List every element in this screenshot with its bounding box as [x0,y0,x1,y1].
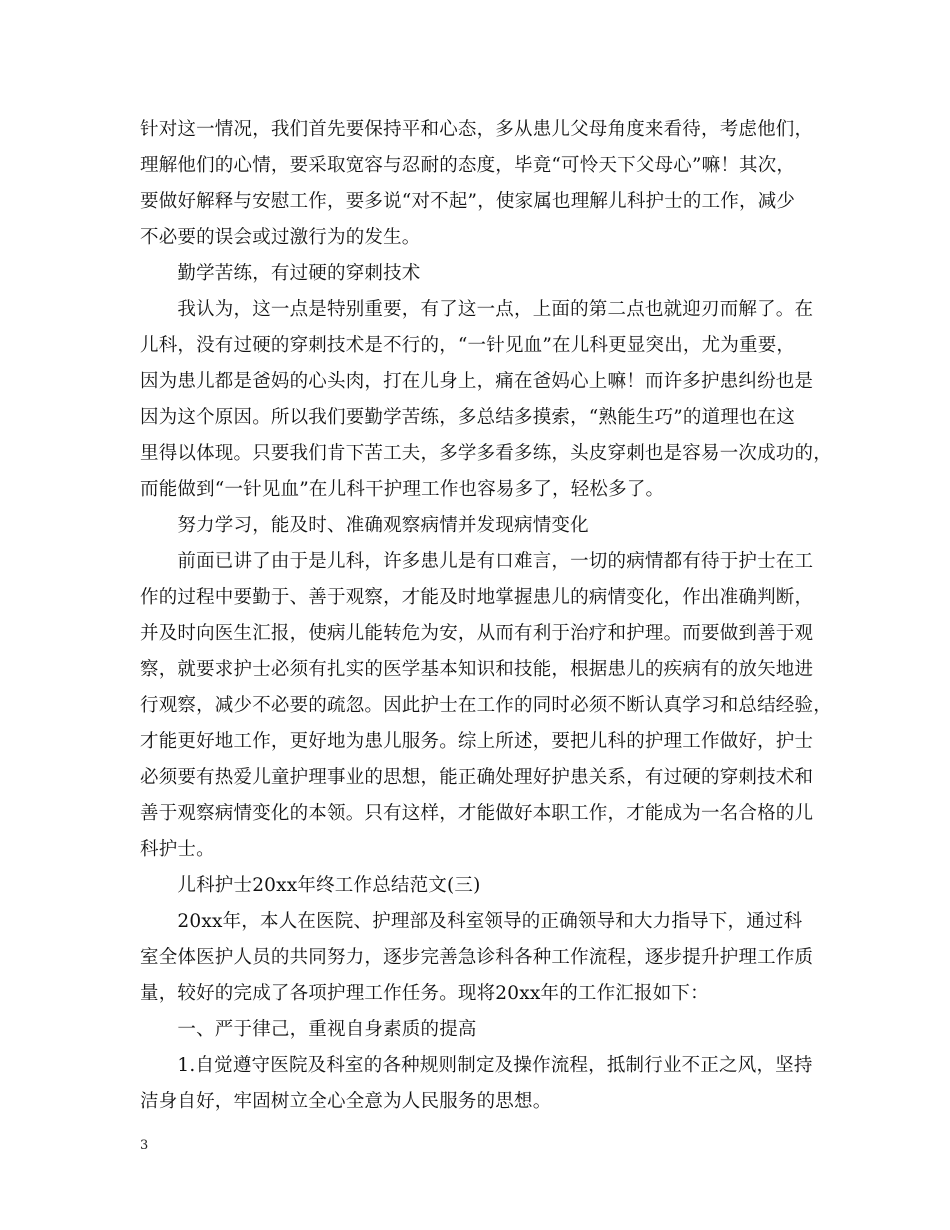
text-line: 室全体医护人员的共同努力，逐步完善急诊科各种工作流程，逐步提升护理工作质 [140,947,814,968]
text-line: 洁身自好，牢固树立全心全意为人民服务的思想。 [140,1091,552,1112]
text-line: 因为患儿都是爸妈的心头肉，打在儿身上，痛在爸妈心上嘛！而许多护患纠纷也是 [140,371,814,392]
text-line: 作的过程中要勤于、善于观察，才能及时地掌握患儿的病情变化，作出准确判断， [140,587,814,608]
text-line: 而能做到“一针见血”在儿科干护理工作也容易多了，轻松多了。 [140,479,665,500]
text-line: 善于观察病情变化的本领。只有这样，才能做好本职工作，才能成为一名合格的儿 [140,803,814,824]
text-line: 量，较好的完成了各项护理工作任务。现将20xx年的工作汇报如下： [140,983,709,1004]
text-line: 1.自觉遵守医院及科室的各种规则制定及操作流程，抵制行业不正之风，坚持 [140,1055,813,1076]
page-number: 3 [140,1138,149,1153]
text-line: 并及时向医生汇报，使病儿能转危为安，从而有利于治疗和护理。而要做到善于观 [140,623,814,644]
text-line: 因为这个原因。所以我们要勤学苦练，多总结多摸索，“熟能生巧”的道理也在这 [140,407,796,428]
text-line: 前面已讲了由于是儿科，许多患儿是有口难言，一切的病情都有待于护士在工 [140,551,814,572]
text-line: 必须要有热爱儿童护理事业的思想，能正确处理好护患关系，有过硬的穿刺技术和 [140,767,814,788]
text-line: 行观察，减少不必要的疏忽。因此护士在工作的同时必须不断认真学习和总结经验， [140,695,832,716]
text-line: 才能更好地工作，更好地为患儿服务。综上所述，要把儿科的护理工作做好，护士 [140,731,814,752]
text-line: 不必要的误会或过激行为的发生。 [140,227,421,248]
text-line: 儿科，没有过硬的穿刺技术是不行的，“一针见血”在儿科更显突出，尤为重要， [140,335,796,356]
text-line: 察，就要求护士必须有扎实的医学基本知识和技能，根据患儿的疾病有的放矢地进 [140,659,814,680]
text-line: 针对这一情况，我们首先要保持平和心态，多从患儿父母角度来看待，考虑他们， [140,119,814,140]
section-heading: 一、严于律己，重视自身素质的提高 [140,1019,477,1040]
text-line: 20xx年，本人在医院、护理部及科室领导的正确领导和大力指导下，通过科 [140,911,803,932]
text-line: 里得以体现。只要我们肯下苦工夫，多学多看多练，头皮穿刺也是容易一次成功的， [140,443,832,464]
text-line: 要做好解释与安慰工作，要多说“对不起”，使家属也理解儿科护士的工作，减少 [140,191,796,212]
text-line: 科护士。 [140,839,215,860]
section-title: 儿科护士20xx年终工作总结范文(三) [140,875,481,896]
section-heading: 勤学苦练，有过硬的穿刺技术 [140,263,421,284]
section-heading: 努力学习，能及时、准确观察病情并发现病情变化 [140,515,589,536]
text-line: 我认为，这一点是特别重要，有了这一点，上面的第二点也就迎刃而解了。在 [140,299,814,320]
text-line: 理解他们的心情，要采取宽容与忍耐的态度，毕竟“可怜天下父母心”嘛！其次， [140,155,796,176]
